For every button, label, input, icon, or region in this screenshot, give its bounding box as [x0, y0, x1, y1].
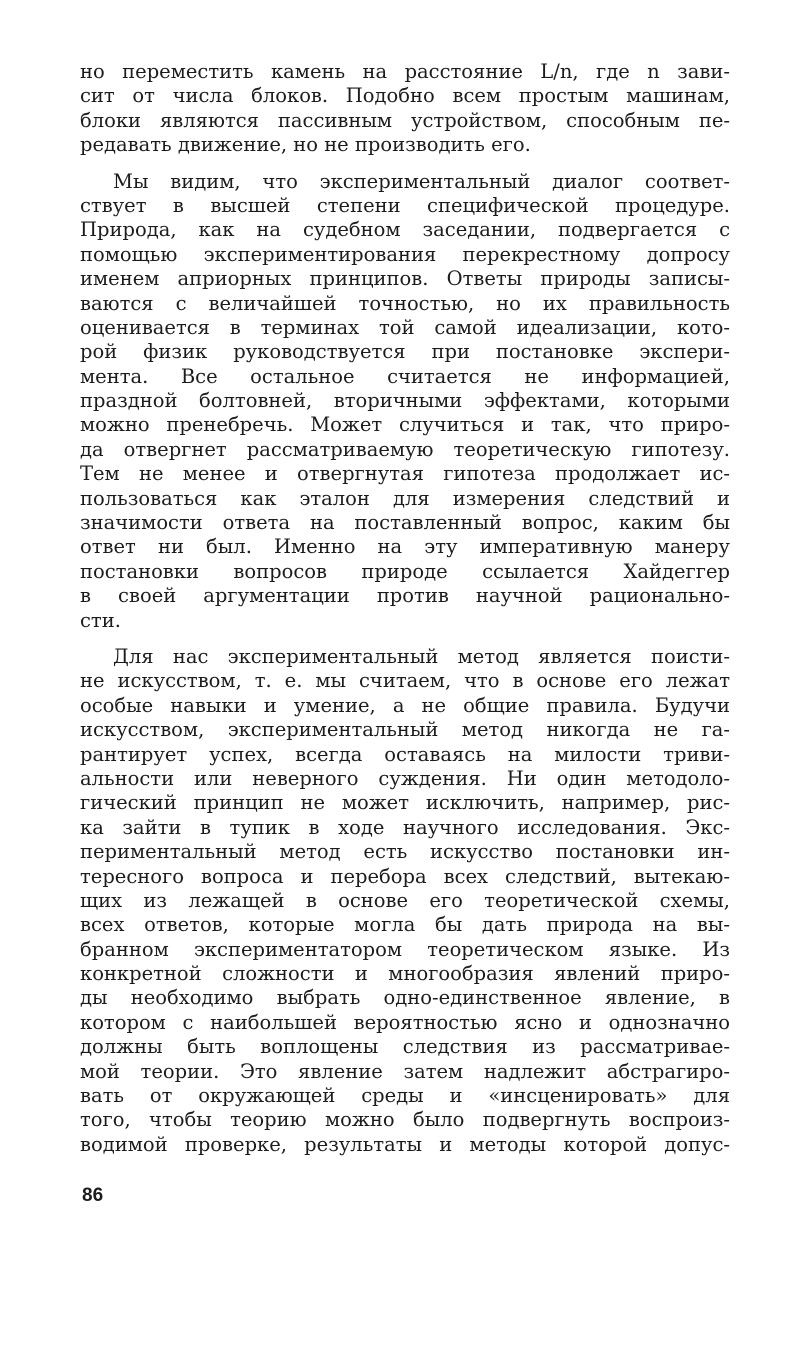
text-line: пользоваться как эталон для измерения следствий и	[80, 486, 730, 510]
text-line: альности или неверного суждения. Ни один методоло-	[80, 766, 730, 790]
text-line: помощью экспериментирования перекрестному допросу	[80, 242, 730, 266]
text-line: периментальный метод есть искусство постановки ин-	[80, 840, 730, 864]
page-body	[80, 60, 730, 1157]
text-line: гический принцип не может исключить, например, рис-	[80, 791, 730, 815]
text-line: тересного вопроса и перебора всех следствий, вытекаю-	[80, 864, 730, 888]
paragraph-1	[80, 60, 730, 158]
text-line: сит от числа блоков. Подобно всем простым машинам,	[80, 84, 730, 108]
text-line: оценивается в терминах той самой идеализации, кото-	[80, 315, 730, 339]
text-line: сти.	[80, 608, 121, 632]
text-line: щих из лежащей в основе его теоретической схемы,	[80, 888, 730, 912]
text-line: бранном экспериментатором теоретическом языке. Из	[80, 937, 730, 961]
text-line: искусством, экспериментальный метод никогда не га-	[80, 718, 730, 742]
text-line: рой физик руководствуется при постановке экспери-	[80, 340, 730, 364]
text-line: праздной болтовней, вторичными эффектами, которыми	[80, 389, 730, 413]
text-line: постановки вопросов природе ссылается Хайдеггер	[80, 559, 730, 583]
text-line: не искусством, т. е. мы считаем, что в основе его лежат	[80, 669, 730, 693]
text-line: блоки являются пассивным устройством, способным пе-	[80, 108, 730, 132]
text-line: конкретной сложности и многообразия явлений приро-	[80, 962, 730, 986]
text-line: того, чтобы теорию можно было подвергнуть воспроиз-	[80, 1108, 730, 1132]
text-line: ды необходимо выбрать одно-единственное явление, в	[80, 986, 730, 1010]
text-line: Природа, как на судебном заседании, подвергается с	[80, 218, 730, 242]
text-line: мента. Все остальное считается не информацией,	[80, 364, 730, 388]
text-line: особые навыки и умение, а не общие правила. Будучи	[80, 693, 730, 717]
text-line: да отвергнет рассматриваемую теоретическую гипотезу.	[80, 437, 730, 461]
text-line: Тем не менее и отвергнутая гипотеза продолжает ис-	[80, 462, 730, 486]
text-line: котором с наибольшей вероятностью ясно и однозначно	[80, 1010, 730, 1034]
text-line: вать от окружающей среды и «инсценировать» для	[80, 1084, 730, 1108]
text-line: Мы видим, что экспериментальный диалог соответ-	[113, 169, 730, 193]
text-line: должны быть воплощены следствия из рассматривае-	[80, 1035, 730, 1059]
page-number: 86	[82, 1185, 104, 1206]
paragraph-2	[80, 170, 730, 633]
text-line: водимой проверке, результаты и методы которой допус-	[80, 1132, 730, 1156]
text-line: ка зайти в тупик в ходе научного исследования. Экс-	[80, 815, 730, 839]
paragraph-3	[80, 645, 730, 1157]
text-line: рантирует успех, всегда оставаясь на милости триви-	[80, 742, 730, 766]
text-line: всех ответов, которые могла бы дать природа на вы-	[80, 913, 730, 937]
text-line: Для нас экспериментальный метод является поисти-	[113, 644, 730, 668]
text-line: именем априорных принципов. Ответы природы записы-	[80, 267, 730, 291]
text-line: редавать движение, но не производить его.	[80, 133, 531, 157]
text-line: мой теории. Это явление затем надлежит абстрагиро-	[80, 1059, 730, 1083]
text-line: но переместить камень на расстояние L/n, где n зави-	[80, 60, 730, 83]
text-line: ваются с величайшей точностью, но их правильность	[80, 291, 730, 315]
text-line: в своей аргументации против научной рационально-	[80, 584, 730, 608]
text-line: значимости ответа на поставленный вопрос, каким бы	[80, 511, 730, 535]
text-line: ответ ни был. Именно на эту императивную манеру	[80, 535, 730, 559]
text-line: можно пренебречь. Может случиться и так, что приро-	[80, 413, 730, 437]
text-line: ствует в высшей степени специфической процедуре.	[80, 193, 730, 217]
